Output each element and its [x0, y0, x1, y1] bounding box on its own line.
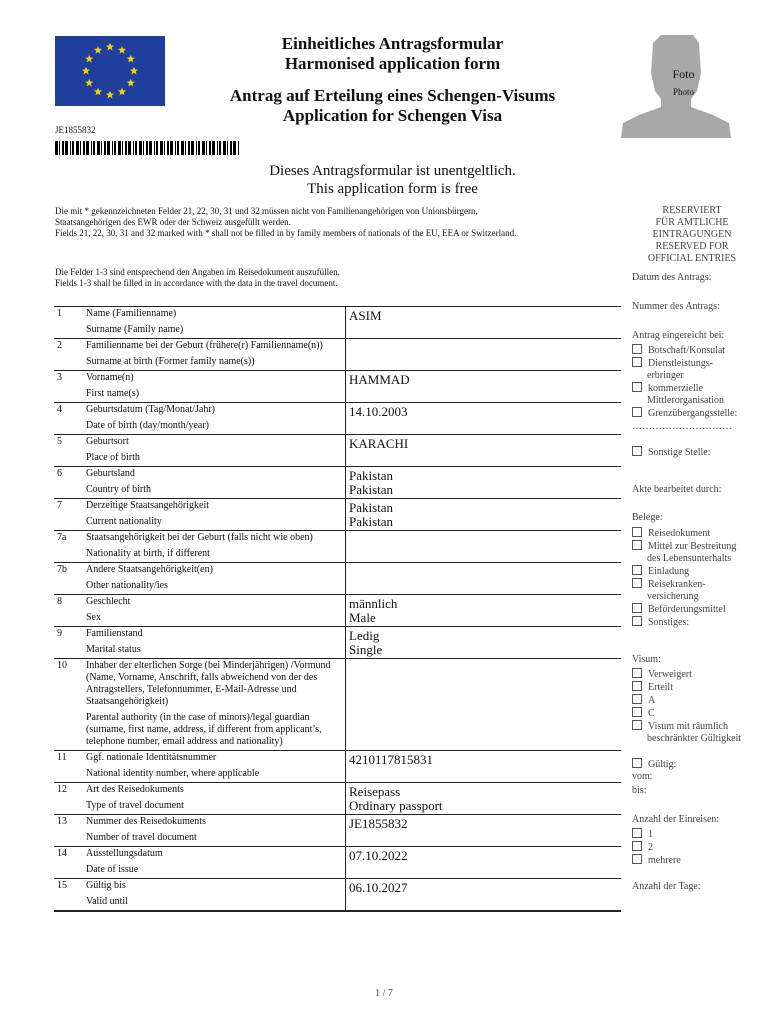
- field-label: [83, 499, 346, 531]
- other-place-label: Sonstige Stelle:: [648, 447, 711, 458]
- barcode-bar: [202, 141, 205, 155]
- checkbox-option[interactable]: [632, 344, 757, 357]
- form-field-row: [54, 499, 621, 531]
- field-label: [83, 627, 346, 659]
- field-value-text: Single: [349, 642, 383, 657]
- checkbox-option[interactable]: [632, 694, 757, 707]
- checkbox-option[interactable]: [632, 854, 757, 867]
- field-value[interactable]: [346, 467, 622, 499]
- barcode-bar: [114, 141, 116, 155]
- barcode-bar: [122, 141, 123, 155]
- photo-label-de: Foto: [672, 67, 695, 81]
- checkbox-label: Beförderungsmittel: [648, 604, 726, 615]
- form-field-row: [54, 307, 621, 339]
- form-field-row: [54, 847, 621, 879]
- field-label: [83, 879, 346, 912]
- checkbox[interactable]: [632, 357, 642, 367]
- barcode-bar: [143, 141, 144, 155]
- barcode-bar: [80, 141, 81, 155]
- field-label-de: Geschlecht: [86, 596, 131, 607]
- barcode-bar: [164, 141, 165, 155]
- field-number: 8: [54, 595, 83, 627]
- field-value[interactable]: [346, 435, 622, 467]
- handled-by-label: Akte bearbeitet durch:: [632, 484, 722, 495]
- visa-options: [632, 668, 757, 745]
- field-label: [83, 467, 346, 499]
- field-number: 12: [54, 783, 83, 815]
- application-fields-table: [54, 306, 621, 912]
- checkbox[interactable]: [632, 446, 642, 456]
- field-number: 13: [54, 815, 83, 847]
- field-label-en: Type of travel document: [86, 800, 184, 811]
- field-number: 9: [54, 627, 83, 659]
- barcode-bar: [170, 141, 173, 155]
- submitted-at-label: Antrag eingereicht bei:: [632, 330, 725, 341]
- checkbox-label: 2: [648, 842, 653, 853]
- field-label-de: Staatsangehörigkeit bei der Geburt (falls nicht wie oben): [86, 532, 313, 543]
- checkbox-option[interactable]: [632, 828, 757, 841]
- barcode-bar: [227, 141, 228, 155]
- barcode-bar: [191, 141, 194, 155]
- field-value[interactable]: [346, 339, 622, 371]
- barcode-bar: [118, 141, 121, 155]
- field-label: [83, 783, 346, 815]
- field-label: [83, 339, 346, 371]
- checkbox[interactable]: [632, 720, 642, 730]
- checkbox-option[interactable]: [632, 357, 757, 382]
- checkbox-option[interactable]: [632, 707, 757, 720]
- field-value-text: JE1855832: [349, 816, 408, 831]
- barcode-bar: [217, 141, 218, 155]
- barcode-bar: [93, 141, 95, 155]
- field-value[interactable]: [346, 499, 622, 531]
- checkbox[interactable]: [632, 694, 642, 704]
- field-label-de: Name (Familienname): [86, 308, 177, 319]
- field-value-text: 07.10.2022: [349, 848, 408, 863]
- barcode-bar: [206, 141, 207, 155]
- barcode-bar: [107, 141, 110, 155]
- checkbox-label: Botschaft/Konsulat: [648, 345, 726, 356]
- field-label-en: Marital status: [86, 644, 141, 655]
- field-value-text: Male: [349, 610, 376, 625]
- form-field-row: [54, 339, 621, 371]
- checkbox[interactable]: [632, 828, 642, 838]
- field-label-en: Surname (Family name): [86, 324, 184, 335]
- field-value[interactable]: [346, 815, 622, 847]
- checkbox[interactable]: [632, 854, 642, 864]
- field-value[interactable]: [346, 627, 622, 659]
- barcode-bar: [72, 141, 74, 155]
- barcode-bar: [135, 141, 137, 155]
- checkbox-option[interactable]: [632, 382, 757, 407]
- barcode-bar: [128, 141, 131, 155]
- field-label-de: Inhaber der elterlichen Sorge (bei Minderjährigen) /Vormund (Name, Vorname, Anschrift, falls abweichend von der des Antragstellers, Telefonnummer, E-Mail-Adresse und Staatsangehörigkeit): [86, 660, 331, 707]
- form-field-row: [54, 783, 621, 815]
- barcode-bar: [133, 141, 134, 155]
- field-label-de: Familienname bei der Geburt (frühere(r) Familienname(n)): [86, 340, 323, 351]
- field-label-de: Ausstellungsdatum: [86, 848, 163, 859]
- checkbox-label: Erteilt: [648, 682, 673, 693]
- barcode-bar: [139, 141, 142, 155]
- field-label-en: Valid until: [86, 896, 128, 907]
- checkbox-option[interactable]: [632, 527, 757, 540]
- field-label: [83, 595, 346, 627]
- field-value[interactable]: [346, 371, 622, 403]
- checkbox[interactable]: [632, 681, 642, 691]
- field-label-de: Nummer des Reisedokuments: [86, 816, 206, 827]
- form-title-de: Einheitliches Antragsformular: [281, 34, 504, 53]
- barcode-bar: [198, 141, 200, 155]
- barcode-bar: [188, 141, 190, 155]
- field-label: [83, 751, 346, 783]
- field-number: 7: [54, 499, 83, 531]
- checkbox[interactable]: [632, 540, 642, 550]
- barcode-bar: [230, 141, 232, 155]
- barcode-bar: [149, 141, 152, 155]
- eu-stars-icon: [55, 36, 165, 106]
- barcode-bar: [154, 141, 155, 155]
- checkbox-label: Reisedokument: [648, 528, 711, 539]
- field-value-text: Reisepass: [349, 784, 401, 799]
- field-label-de: Vorname(n): [86, 372, 134, 383]
- field-number: 7b: [54, 563, 83, 595]
- barcode-bar: [97, 141, 100, 155]
- barcode-bar: [160, 141, 163, 155]
- field-label: [83, 403, 346, 435]
- field-label-de: Geburtsland: [86, 468, 135, 479]
- checkbox[interactable]: [632, 616, 642, 626]
- documents-label: Belege:: [632, 512, 663, 523]
- barcode-bar: [223, 141, 226, 155]
- checkbox-option[interactable]: [632, 540, 757, 565]
- form-field-row: [54, 751, 621, 783]
- field-label-en: Date of issue: [86, 864, 139, 875]
- field-label: [83, 659, 346, 751]
- field-label-en: Place of birth: [86, 452, 140, 463]
- checkbox-label: Verweigert: [648, 669, 692, 680]
- photo-placeholder: [621, 33, 731, 138]
- checkbox-option[interactable]: [632, 407, 757, 420]
- checkbox-option[interactable]: [632, 668, 757, 681]
- field-label-de: Ggf. nationale Identitätsnummer: [86, 752, 217, 763]
- eu-flag-logo: [55, 36, 165, 106]
- field-label-en: Other nationality/ies: [86, 580, 168, 591]
- form-field-row: [54, 435, 621, 467]
- barcode-bar: [55, 141, 58, 155]
- barcode-bar: [83, 141, 85, 155]
- field-label-en: Date of birth (day/month/year): [86, 420, 210, 431]
- checkbox-label: Sonstiges:: [648, 617, 690, 628]
- field-value[interactable]: [346, 563, 622, 595]
- barcode-bar: [185, 141, 186, 155]
- field-value-text: Ledig: [349, 628, 380, 643]
- form-field-row: [54, 815, 621, 847]
- barcode: [55, 141, 240, 155]
- field-number: 10: [54, 659, 83, 751]
- visa-label: Visum:: [632, 654, 661, 665]
- field-label: [83, 371, 346, 403]
- field-label: [83, 531, 346, 563]
- field-value-text: ASIM: [349, 308, 382, 323]
- field-value-text: Ordinary passport: [349, 798, 443, 813]
- field-value[interactable]: [346, 659, 622, 751]
- form-subtitle-de: Antrag auf Erteilung eines Schengen-Visums: [229, 86, 556, 105]
- form-subtitle-en: Application for Schengen Visa: [282, 106, 503, 125]
- dotted-line: …………………………: [632, 421, 732, 432]
- field-label-en: Number of travel document: [86, 832, 197, 843]
- field-label-de: Geburtsdatum (Tag/Monat/Jahr): [86, 404, 215, 415]
- checkbox-option[interactable]: [632, 565, 757, 578]
- field-value-text: 4210117815831: [349, 752, 434, 767]
- barcode-bar: [76, 141, 79, 155]
- field-number: 15: [54, 879, 83, 912]
- field-value-text: 06.10.2027: [349, 880, 408, 895]
- field-label-en: National identity number, where applicable: [86, 768, 260, 779]
- checkbox[interactable]: [632, 603, 642, 613]
- field-number: 1: [54, 307, 83, 339]
- barcode-bar: [125, 141, 127, 155]
- field-label-de: Art des Reisedokuments: [86, 784, 184, 795]
- checkbox-label: A: [648, 695, 656, 706]
- barcode-bar: [86, 141, 89, 155]
- form-field-row: [54, 627, 621, 659]
- form-field-row: [54, 403, 621, 435]
- field-value[interactable]: [346, 751, 622, 783]
- field-value[interactable]: [346, 307, 622, 339]
- days-label: Anzahl der Tage:: [632, 881, 701, 892]
- field-number: 7a: [54, 531, 83, 563]
- form-title-en: Harmonised application form: [284, 54, 501, 73]
- checkbox[interactable]: [632, 407, 642, 417]
- valid-option: [632, 758, 676, 771]
- field-value[interactable]: [346, 595, 622, 627]
- field-value-text: 14.10.2003: [349, 404, 408, 419]
- form-field-row: [54, 659, 621, 751]
- barcode-bar: [112, 141, 113, 155]
- checkbox-label: Grenzübergangsstelle:: [648, 408, 738, 419]
- form-field-row: [54, 531, 621, 563]
- field-number: 2: [54, 339, 83, 371]
- documents-options: [632, 527, 757, 629]
- entries-options: [632, 828, 757, 867]
- checkbox[interactable]: [632, 382, 642, 392]
- field-value[interactable]: [346, 403, 622, 435]
- application-number-label: Nummer des Antrags:: [632, 301, 720, 312]
- field-value-text: männlich: [349, 596, 398, 611]
- field-label-de: Geburtsort: [86, 436, 129, 447]
- field-value-text: HAMMAD: [349, 372, 410, 387]
- field-label-de: Familienstand: [86, 628, 143, 639]
- checkbox-label: Visum mit räumlich beschränkter Gültigkeit: [647, 721, 742, 744]
- field-label-en: Country of birth: [86, 484, 151, 495]
- barcode-bar: [233, 141, 236, 155]
- field-value-text: Pakistan: [349, 500, 394, 515]
- barcode-bar: [62, 141, 64, 155]
- barcode-bar: [219, 141, 221, 155]
- barcode-bar: [209, 141, 211, 155]
- field-value[interactable]: [346, 531, 622, 563]
- field-label-de: Gültig bis: [86, 880, 126, 891]
- photo-label-en: Photo: [672, 87, 694, 97]
- checkbox[interactable]: [632, 578, 642, 588]
- checkbox-label: C: [648, 708, 655, 719]
- barcode-bar: [91, 141, 92, 155]
- barcode-bar: [177, 141, 179, 155]
- checkbox-option[interactable]: [632, 720, 757, 745]
- free-notice-de: Dieses Antragsformular ist unentgeltlich.: [269, 163, 516, 179]
- submitted-at-options: [632, 344, 757, 420]
- field-label: [83, 563, 346, 595]
- checkbox[interactable]: [632, 841, 642, 851]
- form-field-row: [54, 879, 621, 912]
- field-number: 11: [54, 751, 83, 783]
- checkbox[interactable]: [632, 527, 642, 537]
- field-number: 3: [54, 371, 83, 403]
- checkbox-option[interactable]: [632, 603, 757, 616]
- field-label-en: Surname at birth (Former family name(s)): [86, 356, 255, 367]
- checkbox[interactable]: [632, 707, 642, 717]
- checkbox[interactable]: [632, 668, 642, 678]
- barcode-bar: [104, 141, 106, 155]
- barcode-bar: [238, 141, 239, 155]
- checkbox-label: Reisekranken- versicherung: [647, 579, 706, 602]
- field-label: [83, 815, 346, 847]
- field-value[interactable]: [346, 783, 622, 815]
- checkbox-label: kommerzielle Mittlerorganisation: [647, 383, 725, 406]
- field-label-en: Nationality at birth, if different: [86, 548, 210, 559]
- checkbox-option[interactable]: [632, 681, 757, 694]
- valid-label: Gültig:: [648, 759, 677, 770]
- field-value-text: Pakistan: [349, 482, 394, 497]
- field-label-en: Current nationality: [86, 516, 162, 527]
- entries-label: Anzahl der Einreisen:: [632, 814, 720, 825]
- checkbox-option[interactable]: [632, 841, 757, 854]
- barcode-bar: [181, 141, 184, 155]
- field-label-en: Sex: [86, 612, 101, 623]
- free-notice-en: This application form is free: [307, 181, 478, 197]
- field-label-de: Andere Staatsangehörigkeit(en): [86, 564, 213, 575]
- fields-note: Die mit * gekennzeichneten Felder 21, 22, 30, 31 und 32 müssen nicht von Familienangehörigen von Unionsbürgern, Staatsangehörigen des EWR oder der Schweiz ausgefüllt werden. Fields 21, 22, 30, 31 and 32 marked with * shall not be filled in by family members of nationals of the EU, EEA or Switzerland.: [55, 206, 517, 238]
- barcode-bar: [70, 141, 71, 155]
- checkbox-option[interactable]: [632, 616, 757, 629]
- page-number: 1 / 7: [375, 988, 393, 999]
- field-label-en: Parental authority (in the case of minors)/legal guardian (surname, first name, address, if different from applicant’s, telephone number, email address and nationality): [86, 712, 322, 747]
- barcode-bar: [175, 141, 176, 155]
- checkbox-label: 1: [648, 829, 653, 840]
- travel-doc-note: Die Felder 1-3 sind entsprechend den Angaben im Reisedokument auszufüllen. Fields 1-3 shall be filled in in accordance with the data in the travel document.: [55, 267, 340, 288]
- checkbox[interactable]: [632, 344, 642, 354]
- field-value-text: Pakistan: [349, 468, 394, 483]
- official-entries-heading: RESERVIERT FÜR AMTLICHE EINTRAGUNGEN RESERVED FOR OFFICIAL ENTRIES: [647, 205, 737, 264]
- field-number: 14: [54, 847, 83, 879]
- form-field-row: [54, 595, 621, 627]
- checkbox-option[interactable]: [632, 578, 757, 603]
- field-value[interactable]: [346, 847, 622, 879]
- checkbox[interactable]: [632, 565, 642, 575]
- barcode-bar: [101, 141, 102, 155]
- barcode-bar: [156, 141, 158, 155]
- field-label: [83, 847, 346, 879]
- field-value[interactable]: [346, 879, 622, 912]
- barcode-bar: [65, 141, 68, 155]
- field-label: [83, 435, 346, 467]
- checkbox-label: mehrere: [648, 855, 681, 866]
- checkbox-label: Einladung: [648, 566, 690, 577]
- other-place-option: [632, 446, 711, 459]
- field-value-text: KARACHI: [349, 436, 409, 451]
- document-id: JE1855832: [55, 125, 96, 135]
- valid-from-label: vom:: [632, 771, 653, 782]
- field-number: 4: [54, 403, 83, 435]
- form-field-row: [54, 371, 621, 403]
- barcode-bar: [167, 141, 169, 155]
- person-silhouette-icon: [621, 33, 731, 138]
- field-number: 6: [54, 467, 83, 499]
- checkbox-label: Mittel zur Bestreitung des Lebensunterhalts: [647, 541, 737, 564]
- barcode-bar: [146, 141, 148, 155]
- barcode-bar: [212, 141, 215, 155]
- application-date-label: Datum des Antrags:: [632, 272, 712, 283]
- checkbox[interactable]: [632, 758, 642, 768]
- field-label-de: Derzeitige Staatsangehörigkeit: [86, 500, 210, 511]
- form-field-row: [54, 467, 621, 499]
- field-value-text: Pakistan: [349, 514, 394, 529]
- checkbox-label: Dienstleistungs- erbringer: [647, 358, 713, 381]
- field-label-en: First name(s): [86, 388, 140, 399]
- form-field-row: [54, 563, 621, 595]
- field-number: 5: [54, 435, 83, 467]
- valid-to-label: bis:: [632, 785, 647, 796]
- field-label: [83, 307, 346, 339]
- barcode-bar: [59, 141, 60, 155]
- barcode-bar: [196, 141, 197, 155]
